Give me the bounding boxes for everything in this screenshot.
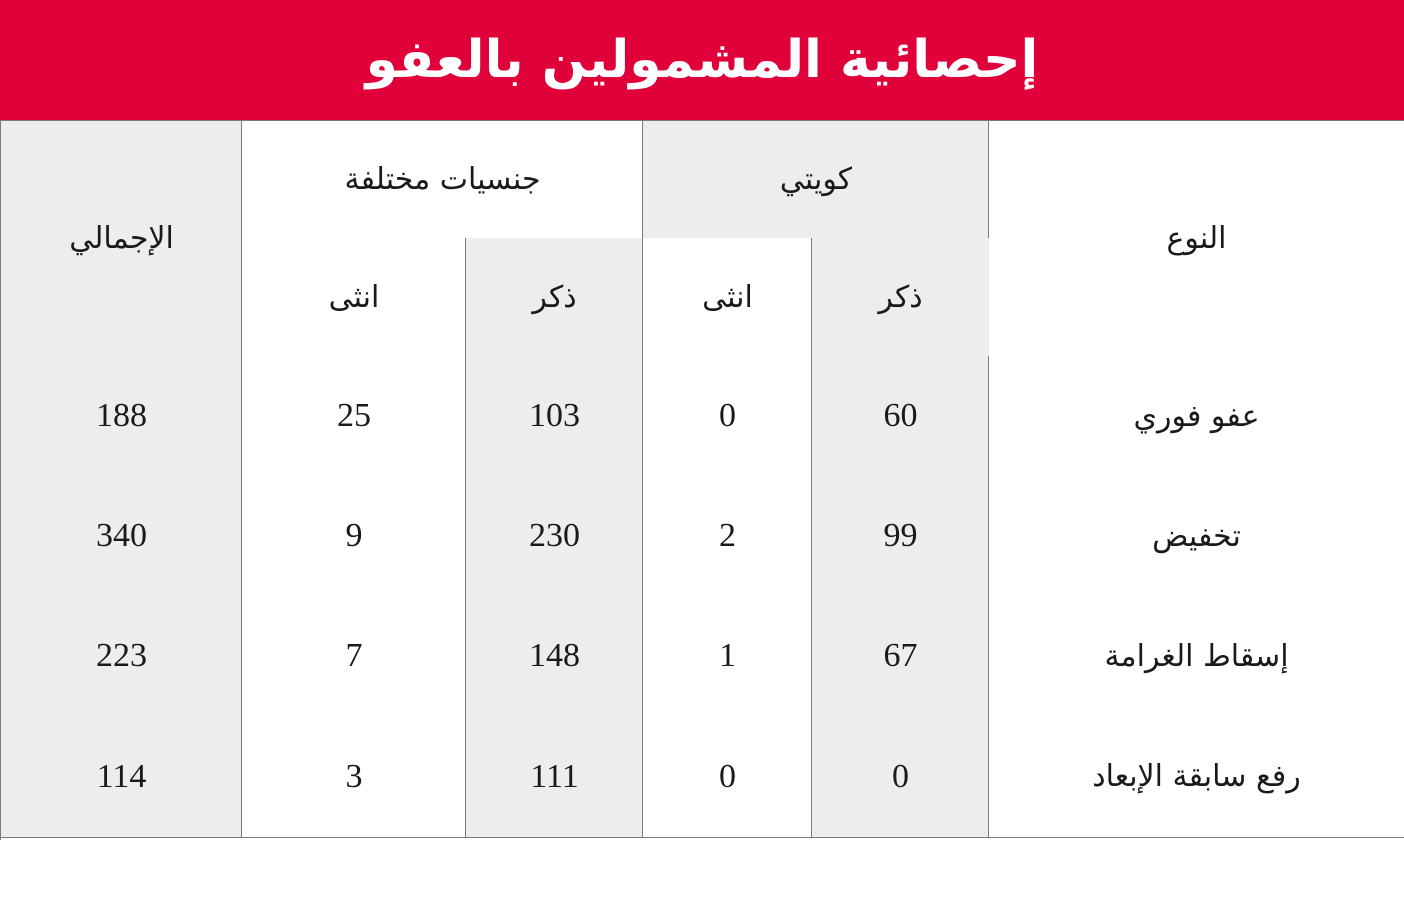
table-left-border xyxy=(0,120,1,840)
table-cell-kuwaiti-male: 67 xyxy=(811,596,989,717)
table-cell-other-male: 111 xyxy=(465,716,643,838)
table-cell-total: 223 xyxy=(0,596,242,717)
header-kuwaiti: كويتي xyxy=(642,120,989,239)
amnesty-table xyxy=(0,120,1404,840)
table-cell-other-male: 148 xyxy=(465,596,643,717)
table-cell-type: تخفيض xyxy=(988,476,1404,597)
table-cell-kuwaiti-male: 0 xyxy=(811,716,989,838)
table-cell-total: 114 xyxy=(0,716,242,838)
table-cell-other-female: 25 xyxy=(241,356,466,477)
header-other-male: ذكر xyxy=(465,238,643,357)
header-total: الإجمالي xyxy=(0,120,242,357)
table-cell-kuwaiti-female: 1 xyxy=(642,596,812,717)
header-other-female: انثى xyxy=(241,238,466,357)
table-cell-other-female: 7 xyxy=(241,596,466,717)
table-cell-total: 340 xyxy=(0,476,242,597)
table-cell-other-male: 103 xyxy=(465,356,643,477)
header-type: النوع xyxy=(988,120,1404,357)
table-cell-other-male: 230 xyxy=(465,476,643,597)
table-cell-total: 188 xyxy=(0,356,242,477)
table-cell-other-female: 3 xyxy=(241,716,466,838)
title-banner xyxy=(0,0,1404,120)
table-cell-kuwaiti-female: 0 xyxy=(642,356,812,477)
table-cell-kuwaiti-male: 99 xyxy=(811,476,989,597)
table-cell-kuwaiti-female: 0 xyxy=(642,716,812,838)
table-cell-type: عفو فوري xyxy=(988,356,1404,477)
table-cell-kuwaiti-female: 2 xyxy=(642,476,812,597)
table-cell-kuwaiti-male: 60 xyxy=(811,356,989,477)
header-other-nationalities: جنسيات مختلفة xyxy=(241,120,643,239)
page-title: إحصائية المشمولين بالعفو xyxy=(365,30,1039,90)
table-cell-type: رفع سابقة الإبعاد xyxy=(988,716,1404,838)
table-cell-other-female: 9 xyxy=(241,476,466,597)
table-cell-type: إسقاط الغرامة xyxy=(988,596,1404,717)
table-top-border xyxy=(0,120,1404,121)
header-kuwaiti-male: ذكر xyxy=(811,238,989,357)
header-kuwaiti-female: انثى xyxy=(642,238,812,357)
